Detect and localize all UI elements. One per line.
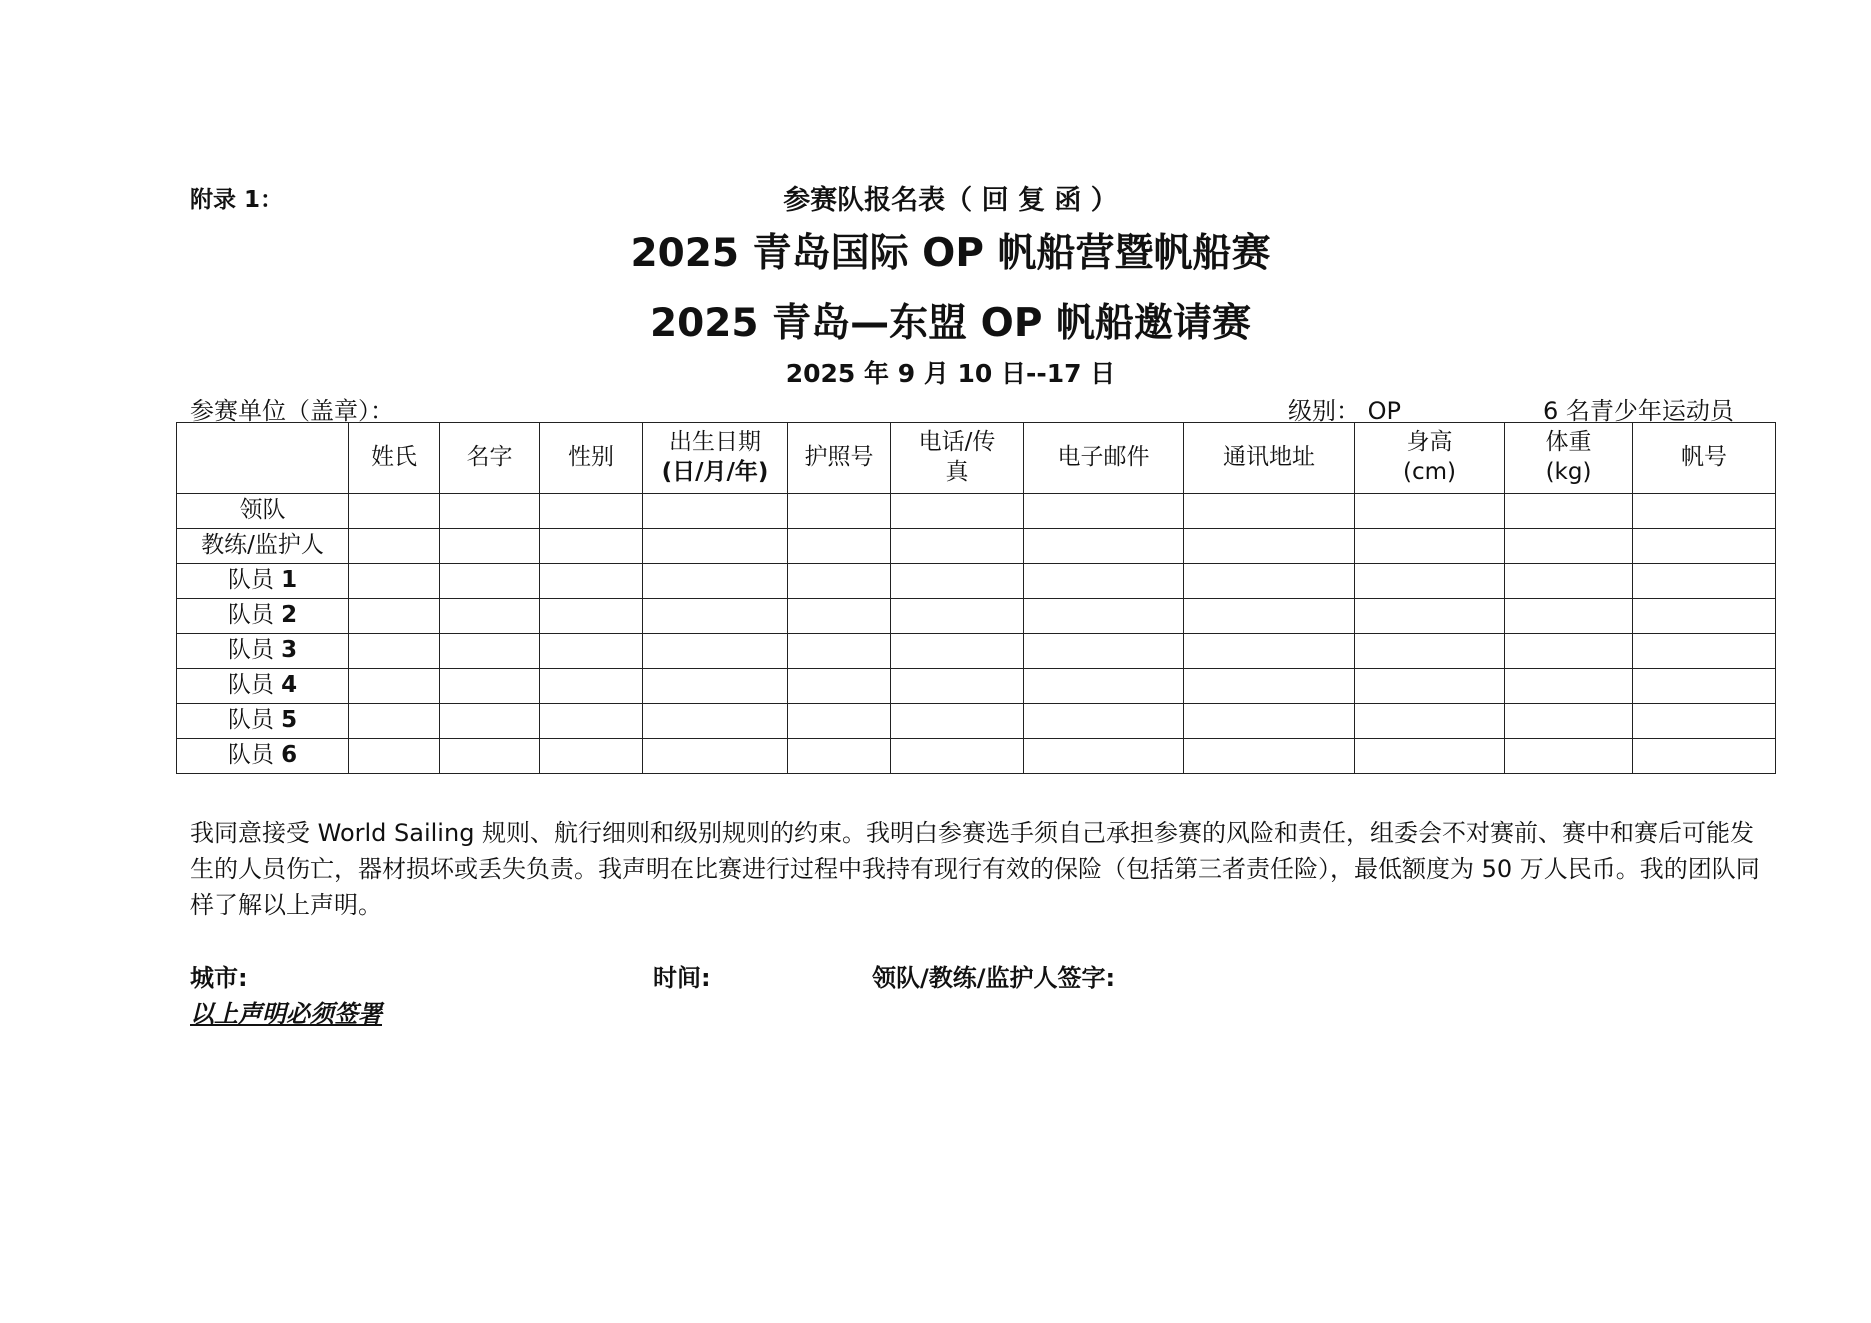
- table-cell[interactable]: [349, 599, 440, 634]
- table-cell[interactable]: [1024, 529, 1184, 564]
- table-cell[interactable]: [1355, 494, 1505, 529]
- table-row: [177, 634, 1776, 669]
- table-cell[interactable]: [1184, 704, 1355, 739]
- event-dates: 2025 年 9 月 10 日--17 日: [785, 359, 1116, 388]
- table-cell[interactable]: [643, 634, 788, 669]
- table-cell[interactable]: [788, 704, 891, 739]
- table-cell[interactable]: [1355, 669, 1505, 704]
- table-cell[interactable]: [643, 704, 788, 739]
- table-row: [177, 669, 1776, 704]
- table-cell[interactable]: [788, 599, 891, 634]
- table-cell[interactable]: [349, 529, 440, 564]
- header-birth-date: 出生日期 (日/月/年): [643, 423, 788, 494]
- table-cell[interactable]: [440, 739, 540, 774]
- header-height: 身高 (cm): [1355, 423, 1505, 494]
- table-cell[interactable]: [1633, 739, 1776, 774]
- table-cell[interactable]: [1184, 599, 1355, 634]
- table-cell[interactable]: [643, 739, 788, 774]
- table-cell[interactable]: [440, 494, 540, 529]
- header-passport: 护照号: [788, 423, 891, 494]
- table-cell[interactable]: [1505, 669, 1633, 704]
- table-row: [177, 494, 1776, 529]
- row-label-coach: 教练/监护人: [177, 529, 349, 564]
- table-cell[interactable]: [891, 704, 1024, 739]
- table-cell[interactable]: [1184, 494, 1355, 529]
- table-cell[interactable]: [349, 739, 440, 774]
- time-label: 时间:: [653, 964, 711, 992]
- header-sail-number: 帆号: [1633, 423, 1776, 494]
- table-cell[interactable]: [1633, 599, 1776, 634]
- table-cell[interactable]: [891, 599, 1024, 634]
- table-row: [177, 739, 1776, 774]
- header-weight: 体重 (kg): [1505, 423, 1633, 494]
- table-cell[interactable]: [1505, 529, 1633, 564]
- table-cell[interactable]: [540, 564, 643, 599]
- table-cell[interactable]: [1633, 494, 1776, 529]
- table-cell[interactable]: [540, 529, 643, 564]
- table-cell[interactable]: [1505, 494, 1633, 529]
- table-cell[interactable]: [1184, 634, 1355, 669]
- must-sign-note: 以上声明必须签署: [190, 1000, 382, 1028]
- athlete-count: 6 名青少年运动员: [1543, 397, 1734, 425]
- table-cell[interactable]: [540, 704, 643, 739]
- table-cell[interactable]: [1505, 564, 1633, 599]
- header-gender: 性别: [540, 423, 643, 494]
- table-cell[interactable]: [891, 529, 1024, 564]
- table-cell[interactable]: [1505, 634, 1633, 669]
- table-cell[interactable]: [1633, 564, 1776, 599]
- table-cell[interactable]: [788, 739, 891, 774]
- table-cell[interactable]: [891, 739, 1024, 774]
- table-cell[interactable]: [788, 494, 891, 529]
- table-cell[interactable]: [1184, 564, 1355, 599]
- table-cell[interactable]: [1505, 704, 1633, 739]
- table-cell[interactable]: [349, 494, 440, 529]
- table-cell[interactable]: [349, 634, 440, 669]
- city-label: 城市:: [190, 964, 248, 992]
- row-label-member-1: 队员 1: [177, 564, 349, 599]
- table-cell[interactable]: [1024, 669, 1184, 704]
- header-given-name: 名字: [440, 423, 540, 494]
- table-cell[interactable]: [891, 634, 1024, 669]
- registration-table: [176, 422, 1776, 774]
- declaration-text: 我同意接受 World Sailing 规则、航行细则和级别规则的约束。我明白参赛选手须自己承担参赛的风险和责任，组委会不对赛前、赛中和赛后可能发生的人员伤亡，器材损坏或丢失负责。我声明在比赛进行过程中我持有现行有效的保险（包括第三者责任险），最低额度为 50 万人民币。我的团队同样了解以上声明。: [190, 819, 1760, 919]
- table-cell[interactable]: [540, 669, 643, 704]
- table-cell[interactable]: [1633, 634, 1776, 669]
- table-cell[interactable]: [440, 704, 540, 739]
- table-cell[interactable]: [540, 634, 643, 669]
- table-cell[interactable]: [540, 739, 643, 774]
- table-cell[interactable]: [1024, 634, 1184, 669]
- table-cell[interactable]: [349, 704, 440, 739]
- table-cell[interactable]: [440, 669, 540, 704]
- table-cell[interactable]: [1024, 564, 1184, 599]
- table-cell[interactable]: [643, 599, 788, 634]
- leader-signature-label: 领队/教练/监护人签字:: [872, 964, 1116, 992]
- row-label-leader: 领队: [177, 494, 349, 529]
- table-cell[interactable]: [1355, 529, 1505, 564]
- table-cell[interactable]: [788, 634, 891, 669]
- header-email: 电子邮件: [1024, 423, 1184, 494]
- table-cell[interactable]: [440, 564, 540, 599]
- table-cell[interactable]: [1505, 739, 1633, 774]
- table-cell[interactable]: [1024, 739, 1184, 774]
- table-cell[interactable]: [1024, 599, 1184, 634]
- table-row: [177, 599, 1776, 634]
- row-label-member-3: 队员 3: [177, 634, 349, 669]
- table-cell[interactable]: [349, 564, 440, 599]
- table-cell[interactable]: [643, 669, 788, 704]
- appendix-label: 附录 1：: [190, 187, 284, 213]
- table-row: [177, 564, 1776, 599]
- table-cell[interactable]: [1355, 704, 1505, 739]
- table-cell[interactable]: [1633, 704, 1776, 739]
- table-cell[interactable]: [349, 669, 440, 704]
- form-title: 参赛队报名表（ 回 复 函 ）: [783, 185, 1118, 216]
- table-cell[interactable]: [1184, 529, 1355, 564]
- table-cell[interactable]: [643, 564, 788, 599]
- category-label: 级别： OP: [1288, 397, 1401, 425]
- table-cell[interactable]: [1024, 704, 1184, 739]
- table-cell[interactable]: [1633, 529, 1776, 564]
- table-cell[interactable]: [1355, 739, 1505, 774]
- table-cell[interactable]: [788, 529, 891, 564]
- table-cell[interactable]: [643, 494, 788, 529]
- table-cell[interactable]: [1633, 669, 1776, 704]
- row-label-member-4: 队员 4: [177, 669, 349, 704]
- table-cell[interactable]: [540, 599, 643, 634]
- table-cell[interactable]: [1184, 739, 1355, 774]
- table-cell[interactable]: [1505, 599, 1633, 634]
- header-corner: [177, 423, 349, 494]
- header-address: 通讯地址: [1184, 423, 1355, 494]
- table-cell[interactable]: [1184, 669, 1355, 704]
- table-cell[interactable]: [891, 564, 1024, 599]
- table-cell[interactable]: [891, 669, 1024, 704]
- table-cell[interactable]: [788, 669, 891, 704]
- table-cell[interactable]: [540, 494, 643, 529]
- table-cell[interactable]: [891, 494, 1024, 529]
- table-cell[interactable]: [440, 529, 540, 564]
- table-cell[interactable]: [1355, 634, 1505, 669]
- row-label-member-2: 队员 2: [177, 599, 349, 634]
- table-cell[interactable]: [788, 564, 891, 599]
- header-surname: 姓氏: [349, 423, 440, 494]
- table-cell[interactable]: [1355, 599, 1505, 634]
- table-row: [177, 529, 1776, 564]
- table-cell[interactable]: [1024, 494, 1184, 529]
- event-title-1: 2025 青岛国际 OP 帆船营暨帆船赛: [630, 231, 1271, 276]
- table-header-row: [177, 423, 1776, 494]
- header-phone-fax: 电话/传 真: [891, 423, 1024, 494]
- table-cell[interactable]: [440, 599, 540, 634]
- row-label-member-6: 队员 6: [177, 739, 349, 774]
- table-row: [177, 704, 1776, 739]
- table-cell[interactable]: [643, 529, 788, 564]
- table-cell[interactable]: [440, 634, 540, 669]
- event-title-2: 2025 青岛—东盟 OP 帆船邀请赛: [649, 301, 1251, 346]
- participating-unit-label: 参赛单位（盖章）：: [190, 397, 394, 425]
- row-label-member-5: 队员 5: [177, 704, 349, 739]
- table-cell[interactable]: [1355, 564, 1505, 599]
